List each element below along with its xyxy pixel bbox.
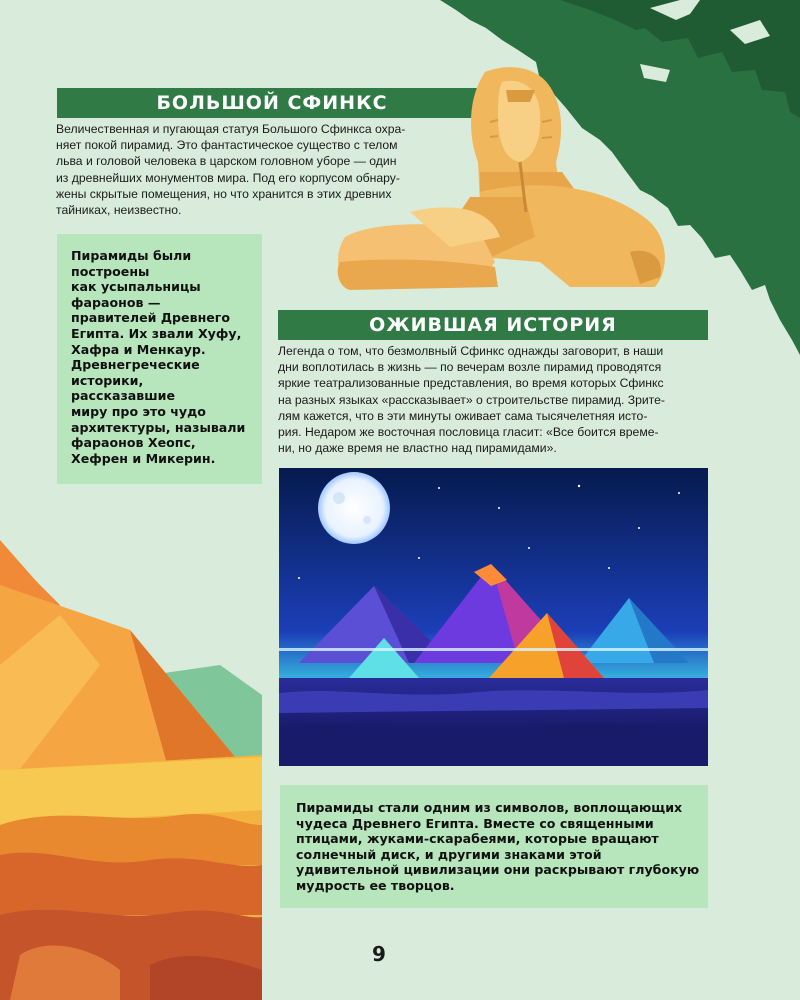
text-line: мудрость ее творцов. [296, 877, 455, 893]
text-line: Легенда о том, что безмолвный Сфинкс однажды заговорит, в наши [278, 344, 664, 358]
text-line: архитектуры, называли [71, 419, 246, 435]
text-line: яркие театрализованные представления, во время которых Сфинкс [278, 376, 664, 391]
desert-pyramids-illustration [0, 525, 262, 1000]
text-line: Величественная и пугающая статуя Большого Сфинкса охра- [56, 122, 406, 136]
text-line: ни, но даже время не властно над пирамидами». [278, 441, 557, 456]
text-line: птицами, жуками-скарабеями, которые вращают [296, 831, 659, 847]
fact-box-pyramids-builders [57, 234, 262, 484]
page-number: 9 [372, 942, 386, 966]
text-line: чудеса Древнего Египта. Вместе со священными [296, 815, 654, 831]
text-line: на разных языках «рассказывает» о строительстве пирамид. Зрите- [278, 392, 665, 407]
living-history-paragraph [278, 343, 708, 456]
text-line: фараонов Хеопс, [71, 435, 196, 451]
text-line: Хафра и Менкаур. [71, 341, 206, 357]
text-line: Египта. Их звали Хуфу, [71, 325, 242, 341]
text-line: Хефрен и Микерин. [71, 450, 216, 466]
section-heading-living-history: ОЖИВШАЯ ИСТОРИЯ [278, 310, 708, 340]
text-line: лям кажется, что в эти минуты оживает сама тысячелетняя исто- [278, 408, 648, 423]
text-line: дни воплотилась в жизнь — по вечерам возле пирамид проводятся [278, 360, 662, 375]
text-line: историки, [71, 372, 144, 388]
text-line: рия. Недаром же восточная пословица гласит: «Все боится време- [278, 425, 659, 440]
text-line: как усыпальницы [71, 279, 201, 295]
text-line: жены скрытые помещения, но что хранится в этих древних [56, 186, 392, 201]
sphinx-illustration [330, 62, 675, 294]
text-line: тайниках, неизвестно. [56, 203, 182, 218]
text-line: Пирамиды стали одним из символов, воплощающих [296, 800, 683, 815]
text-line: правителей Древнего [71, 310, 231, 326]
text-line: солнечный диск, и другими знаками этой [296, 846, 602, 862]
text-line: няет покой пирамид. Это фантастическое существо с телом [56, 138, 398, 153]
text-line: Пирамиды были [71, 248, 192, 263]
neon-pyramids-night-photo [279, 468, 708, 766]
fact-box-pyramids-symbols [280, 785, 708, 908]
section-heading-sphinx: БОЛЬШОЙ СФИНКС [57, 88, 487, 118]
text-line: построены [71, 263, 150, 279]
text-line: из древнейших монументов мира. Под его корпусом обнару- [56, 170, 400, 185]
text-line: миру про это чудо [71, 403, 206, 419]
text-line: удивительной цивилизации они раскрывают глубокую [296, 862, 700, 878]
text-line: льва и головой человека в царском головном уборе — один [56, 154, 397, 169]
text-line: Древнегреческие [71, 357, 200, 373]
text-line: рассказавшие [71, 388, 176, 404]
text-line: фараонов — [71, 294, 161, 310]
